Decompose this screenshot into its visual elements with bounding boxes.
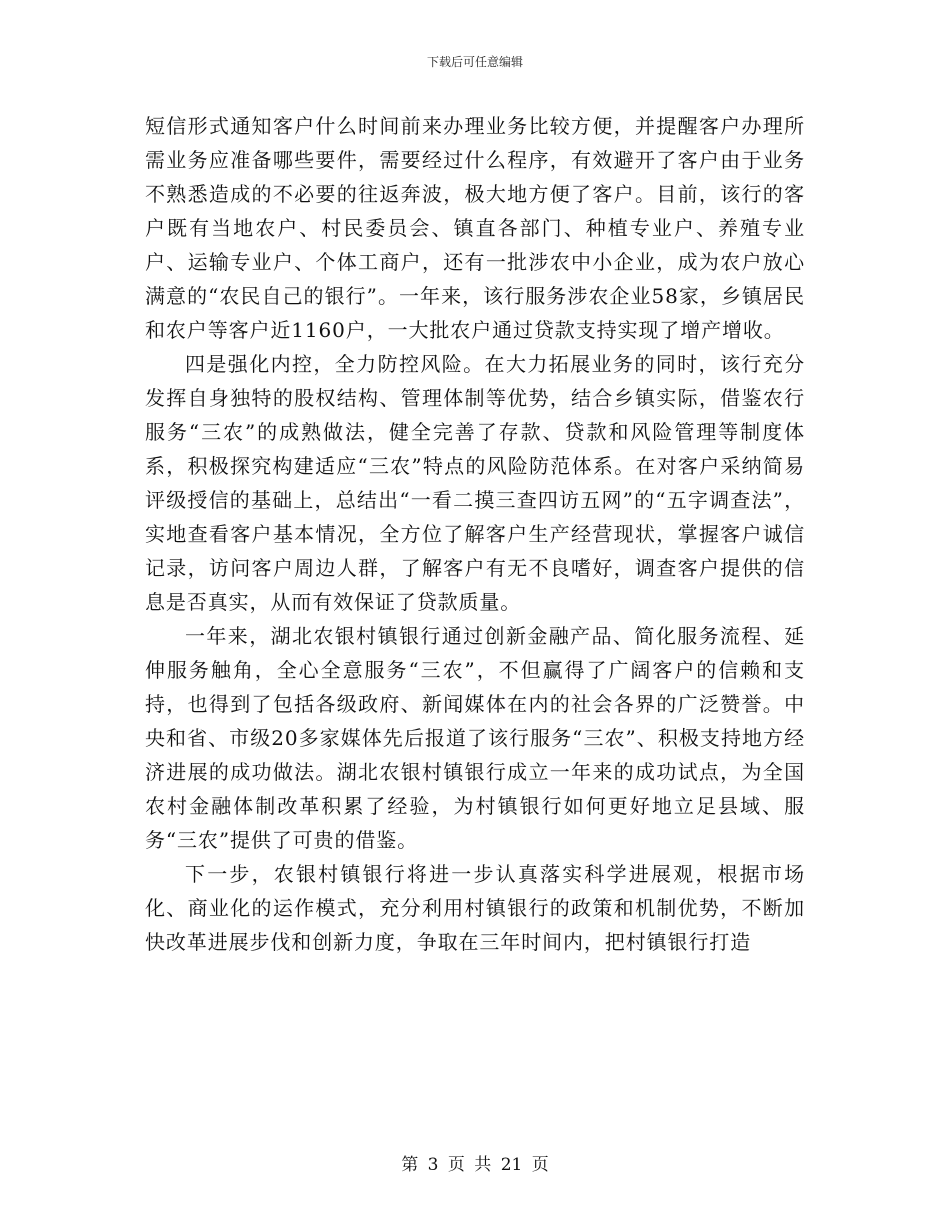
paragraph-continuation: 短信形式通知客户什么时间前来办理业务比较方便，并提醒客户办理所需业务应准备哪些要件，需要经过什么程序，有效避开了客户由于业务不熟悉造成的不必要的往返奔波，极大地方便了客户。目前，该行的客户既有当地农户、村民委员会、镇直各部门、种植专业户、养殖专业户、运输专业户、个体工商户，还有一批涉农中小企业，成为农户放心满意的“农民自己的银行”。一年来，该行服务涉农企业58家，乡镇居民和农户等客户近1160户，一大批农户通过贷款支持实现了增产增收。 (145, 114, 805, 342)
page-header: 下载后可任意编辑 (426, 55, 523, 69)
paragraph-risk-control: 四是强化内控，全力防控风险。在大力拓展业务的同时，该行充分发挥自身独特的股权结构、管理体制等优势，结合乡镇实际，借鉴农行服务“三农”的成熟做法，健全完善了存款、贷款和风险管理等制度体系，积极探究构建适应“三农”特点的风险防范体系。在对客户采纳简易评级授信的基础上，总结出“一看二摸三查四访五网”的“五字调查法”，实地查看客户基本情况，全方位了解客户生产经营现状，掌握客户诚信记录，访问客户周边人群，了解客户有无不良嗜好，调查客户提供的信息是否真实，从而有效保证了贷款质量。 (145, 352, 805, 614)
page-number-footer: 第 3 页 共 21 页 (401, 1155, 549, 1175)
paragraph-next-step: 下一步，农银村镇银行将进一步认真落实科学进展观，根据市场化、商业化的运作模式，充分利用村镇银行的政策和机制优势，不断加快改革进展步伐和创新力度，争取在三年时间内，把村镇银行打造 (145, 862, 805, 954)
document-body (145, 109, 805, 959)
paragraph-year-summary: 一年来，湖北农银村镇银行通过创新金融产品、简化服务流程、延伸服务触角，全心全意服务“三农”，不但赢得了广阔客户的信赖和支持，也得到了包括各级政府、新闻媒体在内的社会各界的广泛赞誉。中央和省、市级20多家媒体先后报道了该行服务“三农”、积极支持地方经济进展的成功做法。湖北农银村镇银行成立一年来的成功试点，为全国农村金融体制改革积累了经验，为村镇银行如何更好地立足县域、服务“三农”提供了可贵的借鉴。 (145, 624, 805, 852)
